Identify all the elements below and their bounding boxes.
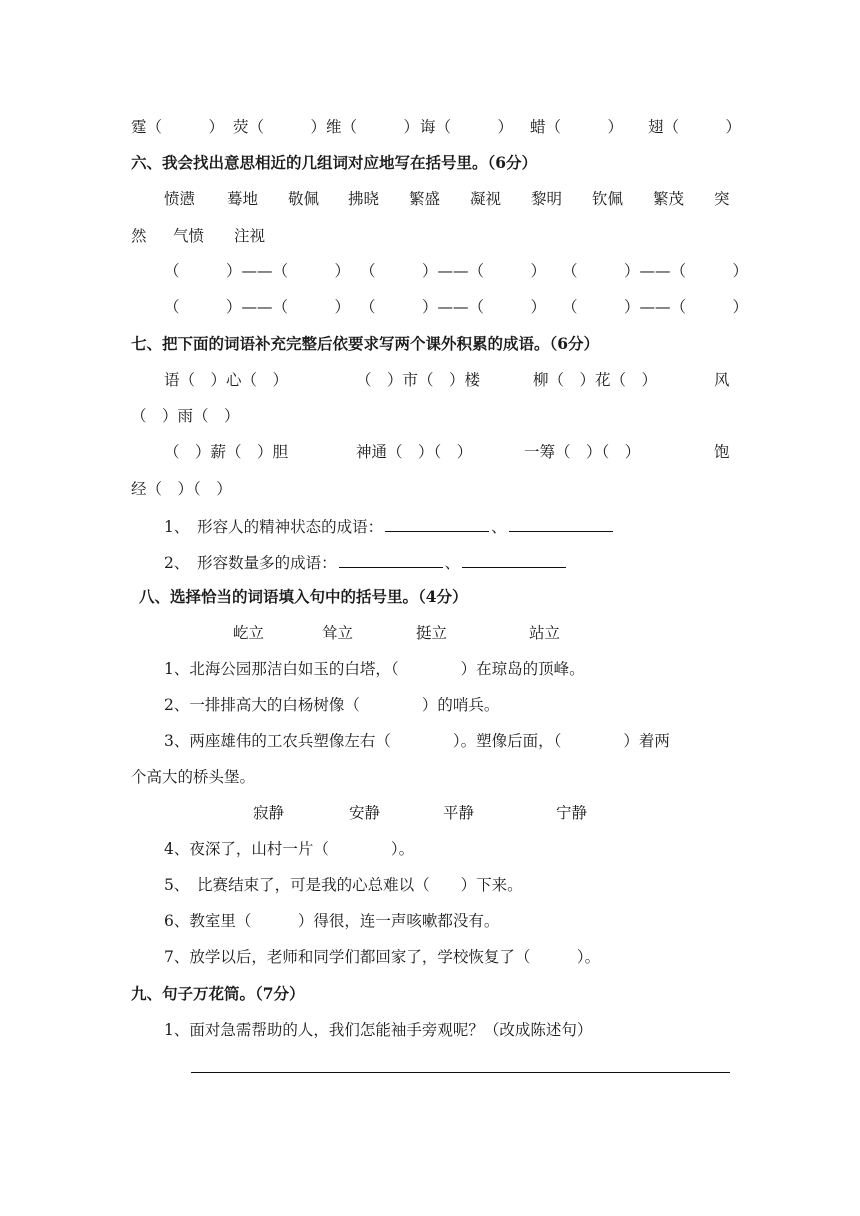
char-item: 翅（ ） [648,118,742,136]
section7-title: 七、把下面的词语补充完整后依要求写两个课外积累的成语。（6分） [131,334,600,353]
answer-line[interactable] [339,550,443,568]
question-spirit-idioms [164,514,615,538]
section8-title: 八、选择恰当的词语填入句中的括号里。（4分） [139,587,468,606]
answer-line[interactable] [385,514,489,532]
idiom-item: 柳（ ）花（ ） [533,371,658,389]
char-item: 蜡（ ） [530,118,624,136]
char-item: 荧（ ）维（ ） [233,118,420,136]
idiom-item: 风 [714,371,730,389]
choice-word: 宁静 [556,804,588,822]
idiom-item: 神通（ ）（ ） [356,443,473,461]
word: 注视 [234,227,266,245]
choice-word: 平静 [443,804,475,822]
word: 蓦地 [227,190,259,208]
idiom-item: 一筹（ ）（ ） [524,443,641,461]
question-label: 1、 形容人的精神状态的成语： [164,518,384,536]
pair-blank[interactable]: （ ）——（ ） [562,298,749,316]
idiom-item: （ ）市（ ）楼 [356,371,481,389]
sentence-2: 2、一排排高大的白杨树像（ ）的哨兵。 [164,696,500,714]
rewrite-question: 1、面对急需帮助的人，我们怎能袖手旁观呢？（改成陈述句） [164,1021,593,1039]
choice-word: 站立 [529,624,561,642]
question-label: 2、 形容数量多的成语： [164,554,337,572]
word: 拂晓 [348,190,380,208]
sentence-3: 3、两座雄伟的工农兵塑像左右（ ）。塑像后面，（ ）着两 [164,732,670,750]
word: 繁茂 [653,190,685,208]
pair-blank[interactable]: （ ）——（ ） [164,262,351,280]
sentence-6: 6、教室里（ ）得很，连一声咳嗽都没有。 [164,912,500,930]
idiom-item: （ ）薪（ ）胆 [164,443,289,461]
separator: 、 [444,554,461,572]
word: 愤懑 [164,190,196,208]
answer-line[interactable] [509,514,613,532]
word: 敬佩 [288,190,320,208]
answer-line[interactable] [462,550,566,568]
word: 钦佩 [592,190,624,208]
word: 繁盛 [409,190,441,208]
choice-word: 屹立 [233,624,265,642]
answer-line[interactable] [191,1072,730,1073]
pair-blank[interactable]: （ ）——（ ） [360,298,547,316]
idiom-item: 经（ ）（ ） [131,480,232,498]
choice-word: 耸立 [322,624,354,642]
separator: 、 [491,518,507,536]
char-item: 诲（ ） [420,118,514,136]
section9-title: 九、句子万花筒。（7分） [131,984,305,1003]
choice-word: 挺立 [416,624,448,642]
word: 气愤 [173,227,205,245]
sentence-7: 7、放学以后，老师和同学们都回家了，学校恢复了（ ）。 [164,948,601,966]
choice-word: 安静 [349,804,381,822]
word: 黎明 [531,190,563,208]
char-item: 霆（ ） [131,118,225,136]
question-quantity-idioms [164,550,568,574]
sentence-3-cont: 个高大的桥头堡。 [131,768,256,786]
pair-blank[interactable]: （ ）——（ ） [164,298,351,316]
sentence-1: 1、北海公园那洁白如玉的白塔，（ ）在琼岛的顶峰。 [164,660,585,678]
word: 然 [131,227,147,245]
pair-blank[interactable]: （ ）——（ ） [360,262,547,280]
idiom-item: 饱 [714,443,730,461]
choice-word: 寂静 [253,804,285,822]
sentence-5: 5、 比赛结束了，可是我的心总难以（ ）下来。 [164,876,523,894]
pair-blank[interactable]: （ ）——（ ） [562,262,749,280]
word: 凝视 [470,190,502,208]
section6-title: 六、我会找出意思相近的几组词对应地写在括号里。（6分） [131,153,538,172]
word: 突 [714,190,730,208]
idiom-item: 语（ ）心（ ） [164,371,289,389]
sentence-4: 4、夜深了，山村一片（ ）。 [164,840,415,858]
idiom-item: （ ）雨（ ） [131,407,240,425]
